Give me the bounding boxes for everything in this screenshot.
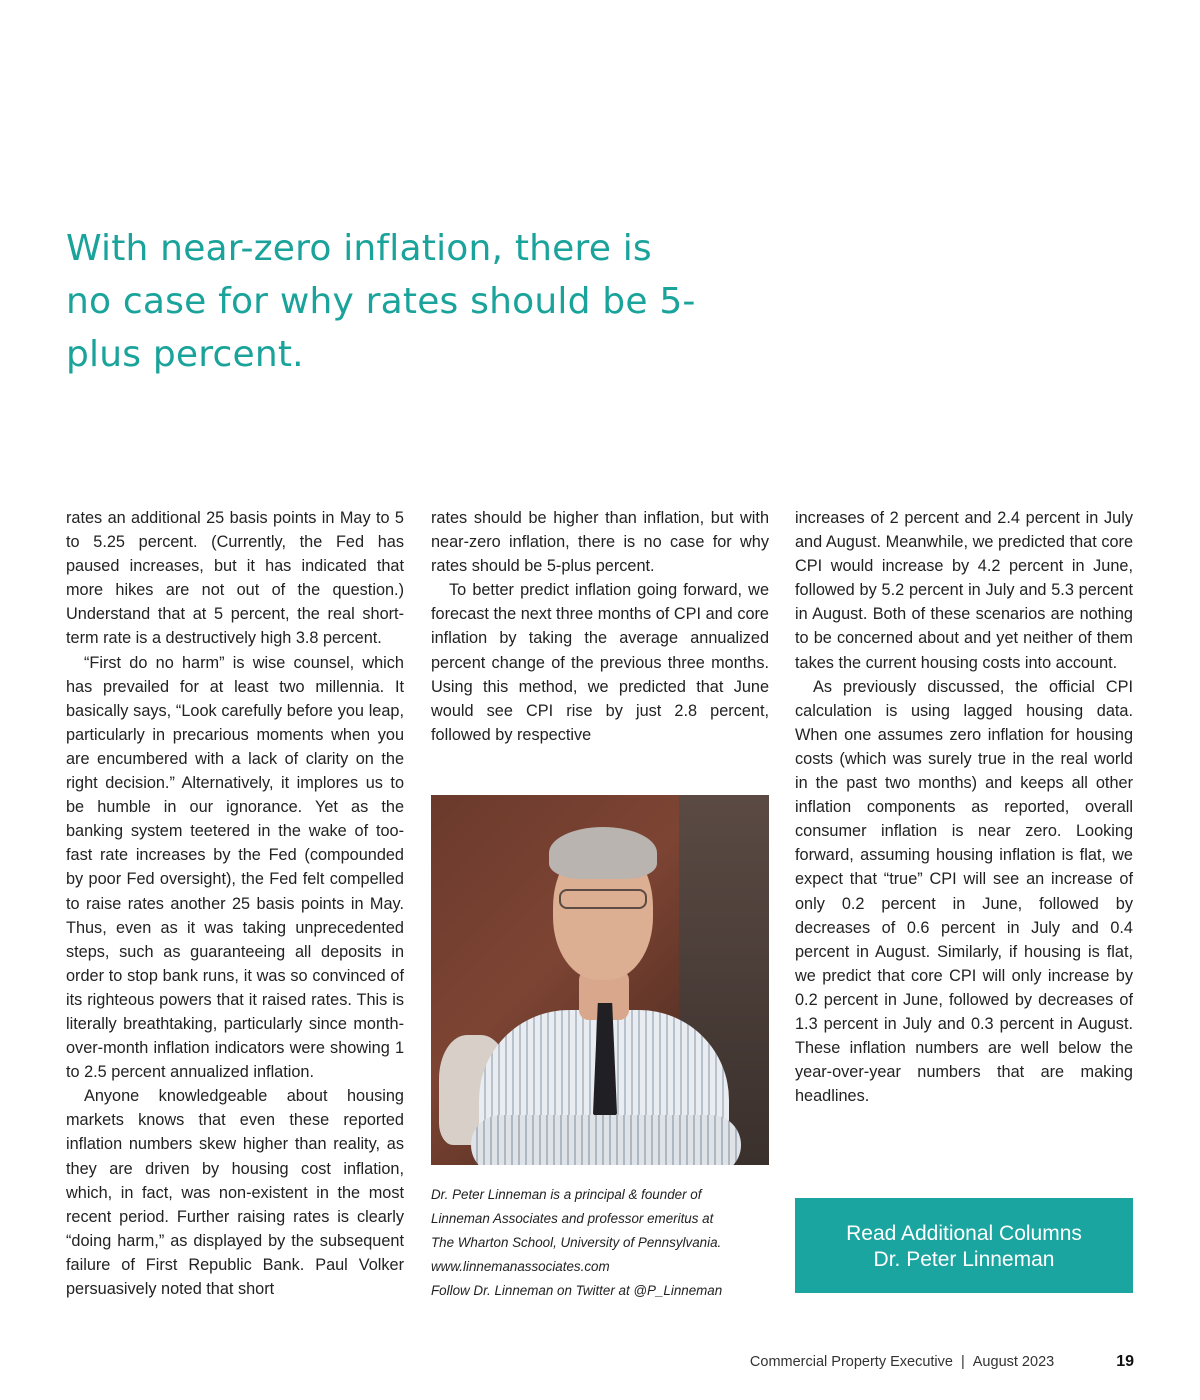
- article-column-2: [431, 506, 769, 747]
- publication-name: Commercial Property Executive: [749, 1354, 953, 1370]
- paragraph: Anyone knowledgeable about housing markets knows that even these reported inflation numbers skew higher than reality, as they are driven by housing cost inflation, which, in fact, was non-existent in the most recent period. Further raising rates is clearly “doing harm,” as displayed by the subsequent failure of First Republic Bank. Paul Volker persuasively noted that short: [66, 1087, 404, 1298]
- paragraph: “First do no harm” is wise counsel, which has prevailed for at least two millennia. It basically says, “Look carefully before you leap, particularly in precarious moments when you are encumbered with a lack of clarity on the right decision.” Alternatively, it implores us to be humble in our ignorance. Yet as the banking system teetered in the wake of too-fast rate increases by the Fed (compounded by poor Fed oversight), the Fed felt compelled to raise rates another 25 basis points in May. Thus, even as it was taking unprecedented steps, such as guaranteeing all deposits in order to stop bank runs, it was so convinced of its righteous powers that it raised rates. This is literally breathtaking, particularly since month-over-month inflation indicators were showing 1 to 2.5 percent annualized inflation.: [66, 653, 404, 1082]
- paragraph: rates should be higher than inflation, but with near-zero inflation, there is no case for why rates should be 5-plus percent.: [431, 509, 769, 576]
- cta-label: Read Additional Columns: [846, 1222, 1082, 1245]
- caption-website-link[interactable]: www.linnemanassociates.com: [431, 1259, 610, 1275]
- cta-author: Dr. Peter Linneman: [873, 1248, 1055, 1271]
- issue-date: August 2023: [972, 1354, 1055, 1370]
- paragraph: To better predict inflation going forward, we forecast the next three months of CPI and core inflation by taking the average annualized percent change of the previous three months. Using this method, we predicted that June would see CPI rise by just 2.8 percent, followed by respective: [431, 581, 769, 744]
- article-column-3: [795, 506, 1133, 1108]
- page-footer: [750, 1353, 1134, 1371]
- author-photo: [431, 795, 769, 1165]
- article-column-1: [66, 506, 404, 1301]
- caption-line: The Wharton School, University of Pennsylvania.: [431, 1235, 722, 1251]
- pull-quote: With near-zero inflation, there is no case for why rates should be 5-plus percent.: [66, 228, 696, 375]
- author-caption: [431, 1183, 776, 1303]
- paragraph: As previously discussed, the official CPI calculation is using lagged housing data. When one assumes zero inflation for housing costs (which was surely true in the real world in the past two months) and keeps all other inflation components as reported, overall consumer inflation is near zero. Looking forward, assuming housing inflation is flat, we expect that “true” CPI will see an increase of only 0.2 percent in June, followed by decreases of 0.6 percent in July and 0.4 percent in August. Similarly, if housing is flat, we predict that core CPI will only increase by 0.2 percent in June, followed by decreases of 1.3 percent in July and 0.3 percent in August. These inflation numbers are well below the year-over-year numbers that are making headlines.: [795, 677, 1133, 1106]
- caption-line: Dr. Peter Linneman is a principal & founder of: [431, 1187, 702, 1202]
- footer-separator: |: [960, 1354, 965, 1370]
- paragraph: increases of 2 percent and 2.4 percent in July and August. Meanwhile, we predicted that core CPI would increase by 4.2 percent in June, followed by 5.2 percent in July and 5.3 percent in August. Both of these scenarios are nothing to be concerned about and yet neither of them takes the current housing costs into account.: [795, 509, 1133, 672]
- paragraph: rates an additional 25 basis points in May to 5 to 5.25 percent. (Currently, the Fed has paused increases, but it has indicated that more hikes are not out of the question.) Understand that at 5 percent, the real short-term rate is a destructively high 3.8 percent.: [66, 509, 404, 648]
- caption-line: Linneman Associates and professor emeritus at: [431, 1211, 714, 1227]
- caption-twitter-line[interactable]: Follow Dr. Linneman on Twitter at @P_Linneman: [431, 1283, 723, 1299]
- read-additional-columns-button[interactable]: [795, 1198, 1133, 1293]
- page-number: 19: [1116, 1353, 1134, 1370]
